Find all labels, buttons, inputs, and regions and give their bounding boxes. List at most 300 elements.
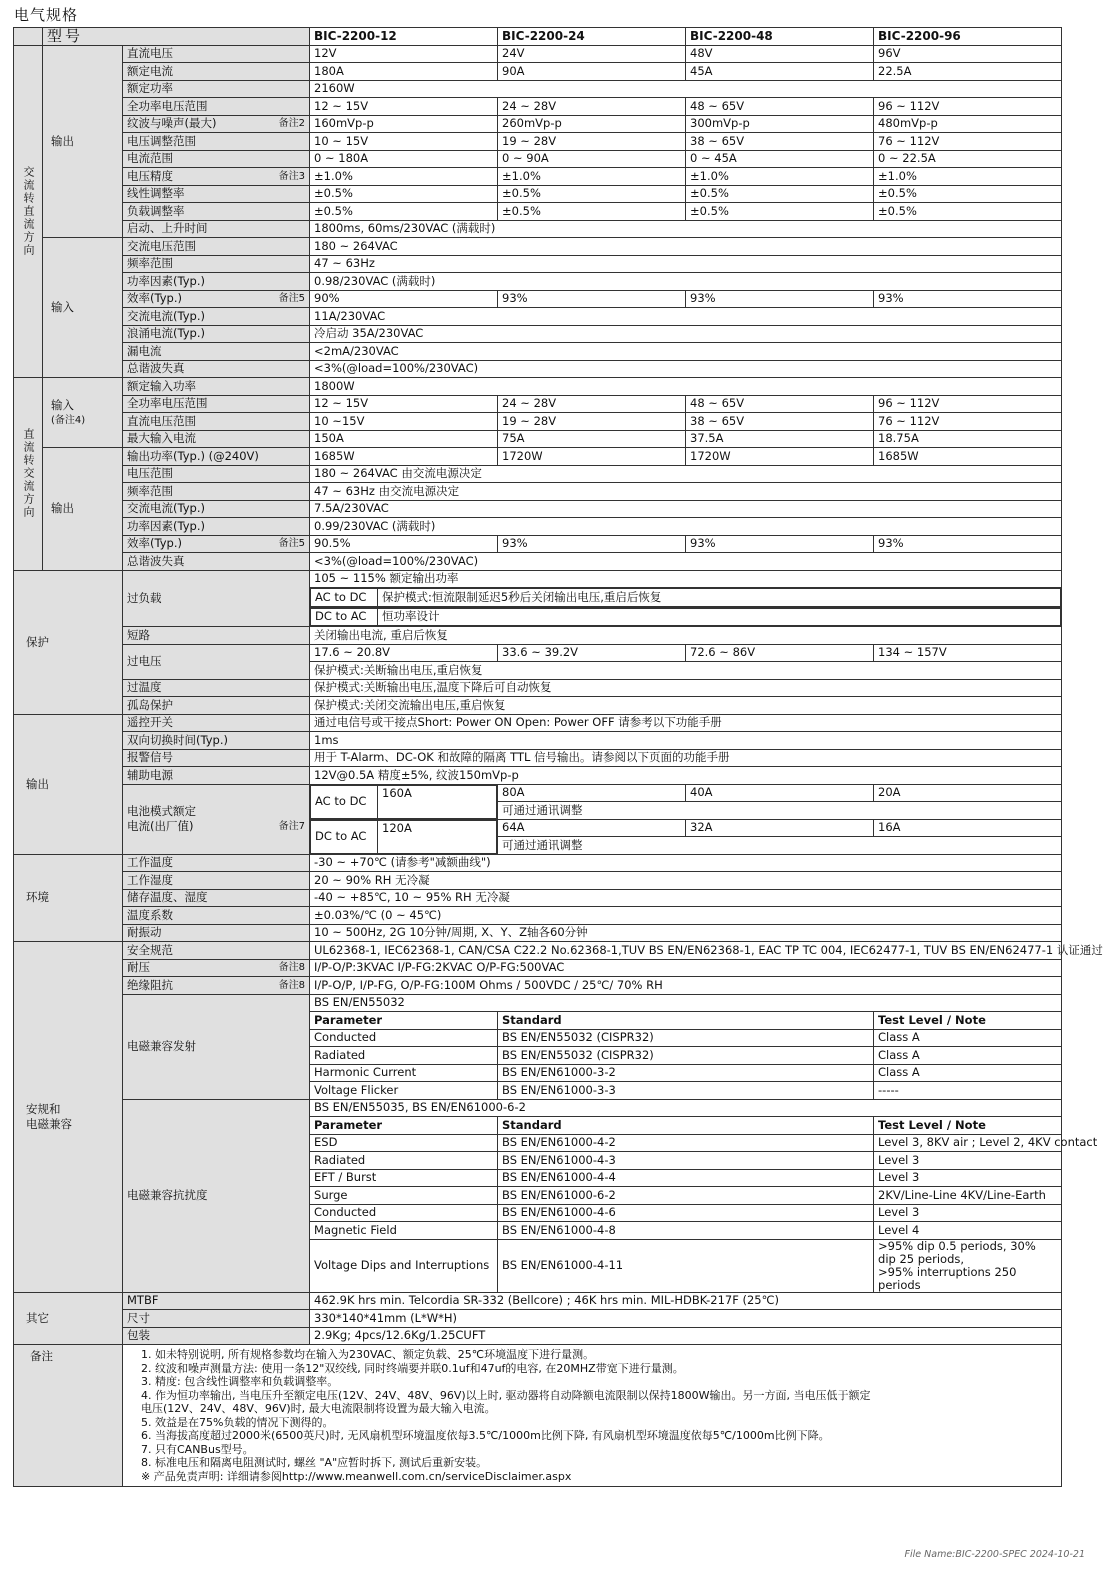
emc-level: Level 3: [874, 1204, 1062, 1222]
param-name: [123, 80, 310, 98]
note-item: 4. 作为恒功率输出, 当电压升至额定电压(12V、24V、48V、96V)以上时, 驱动器将自动降额电流限制以保持1800W输出。另一方面, 当电压低于额定: [141, 1388, 871, 1402]
spec-row: [14, 854, 1062, 872]
param-label: 绝缘阻抗: [127, 977, 173, 992]
emc-level: Level 4: [874, 1222, 1062, 1240]
param-name: [123, 360, 310, 378]
section-label: [14, 1292, 123, 1345]
param-value: 0.98/230VAC (满载时): [310, 273, 1062, 291]
spec-row: [14, 290, 1062, 308]
emc-standard-cell: BS EN/EN61000-4-2: [498, 1134, 874, 1152]
spec-row: [14, 535, 1062, 553]
emc-standard-cell: Standard: [498, 1117, 874, 1135]
group-text: 输入: [51, 397, 74, 412]
param-name: [123, 185, 310, 203]
notes-body: [123, 1345, 1062, 1487]
spec-row: [14, 767, 1062, 785]
spec-row: [14, 168, 1062, 186]
param-value: 1800ms, 60ms/230VAC (满载时): [310, 220, 1062, 238]
spec-row: [14, 1310, 1062, 1328]
emc-param: Radiated: [310, 1047, 498, 1065]
sub-table: [310, 820, 497, 854]
param-value: 1685W: [874, 448, 1062, 466]
param-value: 90.5%: [310, 535, 498, 553]
param-value: 38 ~ 65V: [686, 413, 874, 431]
emc-level: Level 3: [874, 1152, 1062, 1170]
param-value: 180 ~ 264VAC: [310, 238, 1062, 256]
mode-label: DC to AC: [311, 608, 378, 626]
emc-param: Conducted: [310, 1204, 498, 1222]
spec-row: [14, 924, 1062, 942]
param-value: ±1.0%: [686, 168, 874, 186]
section-text: 交流转直流方向: [22, 165, 35, 257]
emc-standard-cell: BS EN/EN61000-6-2: [498, 1187, 874, 1205]
spec-row: [14, 679, 1062, 697]
param-value: ±0.5%: [310, 203, 498, 221]
mode-text: 恒功率设计: [378, 608, 1061, 626]
sub-row: [311, 589, 1061, 607]
spec-row: [14, 45, 1062, 63]
note-ref: 备注5: [278, 538, 306, 550]
param-label: 功率因素(Typ.): [127, 518, 205, 533]
note-ref: 备注8: [278, 962, 306, 974]
section-text: 安规和: [26, 1101, 61, 1116]
param-value: 93%: [686, 535, 874, 553]
param-value: ±1.0%: [498, 168, 686, 186]
param-name: [123, 203, 310, 221]
param-label: 工作温度: [127, 855, 173, 870]
sub-table: [310, 608, 1061, 627]
note-item: 7. 只有CANBus型号。: [141, 1442, 254, 1456]
param-value: 33.6 ~ 39.2V: [498, 644, 686, 662]
param-value: 7.5A/230VAC: [310, 500, 1062, 518]
param-value: 48 ~ 65V: [686, 395, 874, 413]
note-item: 8. 标准电压和隔离电阻测试时, 螺丝 "A"应暂时拆下, 测试后重新安装。: [141, 1456, 488, 1469]
param-value: ±0.5%: [498, 203, 686, 221]
param-value: -30 ~ +70℃ (请参考"减额曲线"): [310, 854, 1062, 872]
emc-standard-cell: Standard: [498, 1012, 874, 1030]
emc-param: Magnetic Field: [310, 1222, 498, 1240]
param-label: 过电压: [127, 654, 162, 668]
param-value: 180 ~ 264VAC 由交流电源决定: [310, 465, 1062, 483]
param-value: UL62368-1, IEC62368-1, CAN/CSA C22.2 No.62368-1,TUV BS EN/EN62368-1, EAC TP TC 004, IEC62477-1, TUV BS EN/EN62477-1 认证通过: [310, 942, 1062, 960]
param-value: 20 ~ 90% RH 无冷凝: [310, 872, 1062, 890]
note-item: 电压(12V、24V、48V、96V)时, 最大电流限制将设置为最大输入电流。: [141, 1402, 496, 1415]
spec-row: [14, 553, 1062, 571]
spec-row: [14, 150, 1062, 168]
param-label: 功率因素(Typ.): [127, 273, 205, 288]
section-label: [14, 854, 123, 942]
param-name: [123, 325, 310, 343]
param-value: 12V@0.5A 精度±5%, 纹波150mVp-p: [310, 767, 1062, 785]
param-label: 最大输入电流: [127, 431, 196, 446]
param-value: 47 ~ 63Hz 由交流电源决定: [310, 483, 1062, 501]
spec-row: [14, 203, 1062, 221]
spec-row: [14, 360, 1062, 378]
emc-standard-cell: BS EN/EN55032 (CISPR32): [498, 1029, 874, 1047]
param-name: [123, 553, 310, 571]
param-value: 2160W: [310, 80, 1062, 98]
param-label: 短路: [127, 627, 150, 642]
spec-row: [14, 994, 1062, 1012]
spec-row: [14, 483, 1062, 501]
param-name: [123, 1292, 310, 1310]
param-value: 96V: [874, 45, 1062, 63]
param-label: 电压调整范围: [127, 133, 196, 148]
param-label: 包装: [127, 1328, 150, 1343]
spec-row: [14, 784, 1062, 802]
page-title: 电气规格: [14, 6, 79, 24]
param-label: 全功率电压范围: [127, 396, 208, 411]
section-label: [14, 45, 43, 378]
spec-row: [14, 627, 1062, 645]
spec-row: [14, 1099, 1062, 1117]
param-label: 交流电流(Typ.): [127, 501, 205, 516]
param-label: 孤岛保护: [127, 697, 173, 712]
param-name: [123, 413, 310, 431]
param-value: 可通过通讯调整: [498, 802, 1062, 820]
param-label: 直流电压: [127, 46, 173, 61]
corner-cell: [14, 28, 43, 46]
sub-row: [311, 785, 497, 818]
param-value: 保护模式:关断输出电压,温度下降后可自动恢复: [310, 679, 1062, 697]
param-name: [123, 570, 310, 627]
param-value: 22.5A: [874, 63, 1062, 81]
emc-standard-cell: BS EN/EN61000-4-6: [498, 1204, 874, 1222]
param-value: 96 ~ 112V: [874, 98, 1062, 116]
group-note: (备注4): [51, 414, 86, 426]
param-name: [123, 63, 310, 81]
param-label: 尺寸: [127, 1310, 150, 1325]
group-label: [43, 238, 123, 378]
mode-text: 保护模式:恒流限制延迟5秒后关闭输出电压,重启后恢复: [378, 589, 1061, 607]
param-value: 96 ~ 112V: [874, 395, 1062, 413]
param-label: 负载调整率: [127, 203, 185, 218]
param-label: 交流电流(Typ.): [127, 308, 205, 323]
emc-standard-cell: BS EN/EN61000-3-3: [498, 1082, 874, 1100]
param-label: 额定电流: [127, 63, 173, 78]
emc-level: 2KV/Line-Line 4KV/Line-Earth: [874, 1187, 1062, 1205]
param-name: [123, 448, 310, 466]
sub-row: [311, 820, 497, 853]
spec-row: [14, 80, 1062, 98]
param-value: 93%: [686, 290, 874, 308]
param-name: [123, 255, 310, 273]
emc-param: ESD: [310, 1134, 498, 1152]
emc-param: EFT / Burst: [310, 1169, 498, 1187]
param-label: 输出功率(Typ.) (@240V): [127, 448, 259, 463]
param-value: 330*140*41mm (L*W*H): [310, 1310, 1062, 1328]
emc-param: Harmonic Current: [310, 1064, 498, 1082]
param-value: 12 ~ 15V: [310, 98, 498, 116]
param-name: [123, 395, 310, 413]
model-name: BIC-2200-12: [310, 28, 498, 46]
spec-row: [14, 273, 1062, 291]
param-label: 温度系数: [127, 907, 173, 922]
param-value: 75A: [498, 430, 686, 448]
param-value: 11A/230VAC: [310, 308, 1062, 326]
param-value: 38 ~ 65V: [686, 133, 874, 151]
section-text: 输出: [26, 776, 49, 791]
mode-label: AC to DC: [311, 589, 378, 607]
param-label: 辅助电源: [127, 767, 173, 782]
param-value: 19 ~ 28V: [498, 413, 686, 431]
param-value: 24V: [498, 45, 686, 63]
emc-param: Parameter: [310, 1117, 498, 1135]
section-label: [14, 570, 123, 714]
param-value: 160mVp-p: [310, 115, 498, 133]
param-label: 电磁兼容抗扰度: [127, 1188, 208, 1202]
emc-param: Voltage Dips and Interruptions: [310, 1239, 498, 1292]
param-name: [123, 732, 310, 750]
param-value: 462.9K hrs min. Telcordia SR-332 (Bellcore) ; 46K hrs min. MIL-HDBK-217F (25℃): [310, 1292, 1062, 1310]
param-value: 通过电信号或干接点Short: Power ON Open: Power OFF 请参考以下功能手册: [310, 714, 1062, 732]
group-label: [43, 45, 123, 238]
emc-standard-cell: BS EN/EN55032 (CISPR32): [498, 1047, 874, 1065]
section-text: 保护: [26, 634, 49, 649]
model-name: BIC-2200-48: [686, 28, 874, 46]
section-text: 电磁兼容: [26, 1116, 72, 1131]
model-name: BIC-2200-96: [874, 28, 1062, 46]
sub-row: [311, 608, 1061, 626]
param-value: 12V: [310, 45, 498, 63]
param-name: [123, 872, 310, 890]
param-value: 90A: [498, 63, 686, 81]
param-value: 76 ~ 112V: [874, 413, 1062, 431]
spec-row: [14, 133, 1062, 151]
param-value: 1720W: [498, 448, 686, 466]
param-value: 10 ~ 15V: [310, 133, 498, 151]
mode-label: DC to AC: [311, 820, 378, 853]
param-value: 1ms: [310, 732, 1062, 750]
mode-cell: [310, 784, 498, 819]
param-value: <3%(@load=100%/230VAC): [310, 360, 1062, 378]
group-label: [43, 378, 123, 448]
param-name: [123, 697, 310, 715]
param-value: 冷启动 35A/230VAC: [310, 325, 1062, 343]
param-value: 24 ~ 28V: [498, 98, 686, 116]
param-value: 93%: [498, 290, 686, 308]
param-value: 24 ~ 28V: [498, 395, 686, 413]
spec-row: [14, 749, 1062, 767]
param-value: 保护模式:关断输出电压,重启恢复: [310, 662, 1062, 680]
param-name: [123, 500, 310, 518]
param-value: 关闭输出电流, 重启后恢复: [310, 627, 1062, 645]
param-label: 线性调整率: [127, 186, 185, 201]
param-name: [123, 308, 310, 326]
param-value: 48 ~ 65V: [686, 98, 874, 116]
param-label: 电流范围: [127, 151, 173, 166]
spec-row: [14, 942, 1062, 960]
emc-param: Surge: [310, 1187, 498, 1205]
param-name: [123, 45, 310, 63]
param-name: [123, 784, 310, 854]
spec-row: [14, 889, 1062, 907]
emc-level: Level 3, 8KV air ; Level 2, 4KV contact: [874, 1134, 1062, 1152]
emc-level: Class A: [874, 1047, 1062, 1065]
param-label: 电压范围: [127, 466, 173, 481]
file-footer: File Name:BIC-2200-SPEC 2024-10-21: [904, 1549, 1085, 1560]
spec-row: [14, 1292, 1062, 1310]
mode-label: AC to DC: [311, 785, 378, 818]
section-label: [14, 1345, 123, 1487]
spec-row: [14, 115, 1062, 133]
param-name: [123, 518, 310, 536]
param-name: [123, 220, 310, 238]
sub-table: [310, 588, 1061, 607]
spec-row: [14, 732, 1062, 750]
param-label: 报警信号: [127, 750, 173, 765]
param-name: [123, 115, 310, 133]
note-item: ※ 产品免责声明: 详细请参阅http://www.meanwell.com.cn/serviceDisclaimer.aspx: [141, 1469, 572, 1483]
emc-standard: BS EN/EN55032: [310, 994, 1062, 1012]
model-name: BIC-2200-24: [498, 28, 686, 46]
param-value: 45A: [686, 63, 874, 81]
spec-row: [14, 343, 1062, 361]
param-value: 48V: [686, 45, 874, 63]
param-value: 32A: [686, 819, 874, 837]
emc-param: Radiated: [310, 1152, 498, 1170]
param-label: 交流电压范围: [127, 238, 196, 253]
param-name: [123, 150, 310, 168]
param-name: [123, 714, 310, 732]
param-name: [123, 924, 310, 942]
spec-row: [14, 255, 1062, 273]
param-name: [123, 749, 310, 767]
param-value: 93%: [874, 290, 1062, 308]
param-name: [123, 644, 310, 679]
param-value: ±0.5%: [874, 185, 1062, 203]
param-value: 300mVp-p: [686, 115, 874, 133]
param-name: [123, 343, 310, 361]
model-label: 型号: [43, 28, 310, 46]
note-ref: 备注8: [278, 979, 306, 991]
param-name: [123, 1327, 310, 1345]
spec-row: [14, 570, 1062, 588]
param-label: 耐振动: [127, 925, 162, 940]
param-value: I/P-O/P:3KVAC I/P-FG:2KVAC O/P-FG:500VAC: [310, 959, 1062, 977]
param-label: 电磁兼容发射: [127, 1039, 196, 1053]
param-name: [123, 378, 310, 396]
param-value: 76 ~ 112V: [874, 133, 1062, 151]
param-value: -40 ~ +85℃, 10 ~ 95% RH 无冷凝: [310, 889, 1062, 907]
spec-row: [14, 308, 1062, 326]
section-label: [14, 378, 43, 571]
spec-row: [14, 465, 1062, 483]
spec-row: [14, 644, 1062, 662]
spec-row: [14, 518, 1062, 536]
group-text: 输出: [51, 133, 74, 148]
param-name: [123, 627, 310, 645]
param-name: [123, 907, 310, 925]
mode-cell: [310, 819, 498, 854]
param-label: 效率(Typ.): [127, 536, 182, 551]
spec-row: [14, 977, 1062, 995]
param-value: 134 ~ 157V: [874, 644, 1062, 662]
param-label: 额定输入功率: [127, 378, 196, 393]
emc-level: Class A: [874, 1064, 1062, 1082]
param-value: 72.6 ~ 86V: [686, 644, 874, 662]
param-value: <2mA/230VAC: [310, 343, 1062, 361]
sub-table: [310, 785, 497, 819]
param-name: [123, 854, 310, 872]
param-value: 用于 T-Alarm、DC-OK 和故障的隔离 TTL 信号输出。请参阅以下页面的功能手册: [310, 749, 1062, 767]
param-value: 47 ~ 63Hz: [310, 255, 1062, 273]
param-value: 93%: [498, 535, 686, 553]
emc-standard-cell: BS EN/EN61000-4-11: [498, 1239, 874, 1292]
param-value: 1800W: [310, 378, 1062, 396]
param-value: 保护模式:关闭交流输出电压,重启恢复: [310, 697, 1062, 715]
param-value: 260mVp-p: [498, 115, 686, 133]
param-value: 80A: [498, 784, 686, 802]
param-value: 10 ~15V: [310, 413, 498, 431]
param-value: 0 ~ 45A: [686, 150, 874, 168]
param-label: 效率(Typ.): [127, 291, 182, 306]
param-value: ±0.5%: [686, 203, 874, 221]
param-name: [123, 168, 310, 186]
section-text: 备注: [30, 1349, 53, 1363]
param-name: [123, 483, 310, 501]
param-value: 17.6 ~ 20.8V: [310, 644, 498, 662]
section-text: 其它: [26, 1310, 49, 1325]
note-ref: 备注5: [278, 293, 306, 305]
param-value: ±0.03%/℃ (0 ~ 45℃): [310, 907, 1062, 925]
param-name: [123, 977, 310, 995]
note-item: 1. 如未特别说明, 所有规格参数均在输入为230VAC、额定负载、25℃环境温度下进行量测。: [141, 1348, 595, 1361]
header-row: [14, 28, 1062, 46]
spec-row: [14, 714, 1062, 732]
emc-level: -----: [874, 1082, 1062, 1100]
spec-row: [14, 413, 1062, 431]
spec-row: [14, 325, 1062, 343]
param-value: 0 ~ 180A: [310, 150, 498, 168]
note-item: 5. 效益是在75%负载的情况下测得的。: [141, 1415, 334, 1429]
param-value: 0 ~ 22.5A: [874, 150, 1062, 168]
param-value: 16A: [874, 819, 1062, 837]
param-name: [123, 889, 310, 907]
emc-level-line: >95% dip 0.5 periods, 30% dip 25 periods,: [878, 1238, 1036, 1266]
spec-row: [14, 220, 1062, 238]
emc-param: Parameter: [310, 1012, 498, 1030]
spec-row: [14, 959, 1062, 977]
spec-row: [14, 63, 1062, 81]
param-name: [123, 238, 310, 256]
param-value: ±1.0%: [310, 168, 498, 186]
note-ref: 备注7: [278, 821, 306, 832]
param-value: 可通过通讯调整: [498, 837, 1062, 855]
param-name: [123, 430, 310, 448]
param-value: 64A: [498, 819, 686, 837]
param-value: 120A: [378, 820, 497, 853]
param-name: [123, 1310, 310, 1328]
param-label: 工作湿度: [127, 872, 173, 887]
param-value: 160A: [378, 785, 497, 818]
emc-level: Level 3: [874, 1169, 1062, 1187]
emc-standard: BS EN/EN55035, BS EN/EN61000-6-2: [310, 1099, 1062, 1117]
spec-row: [14, 697, 1062, 715]
param-name: [123, 767, 310, 785]
spec-row: [14, 238, 1062, 256]
notes-row: [14, 1345, 1062, 1487]
param-name: [123, 465, 310, 483]
group-text: 输出: [51, 501, 74, 516]
param-label: 电压精度: [127, 168, 173, 183]
param-label: 电流(出厂值): [127, 819, 194, 833]
note-item: 3. 精度: 包含线性调整率和负载调整率。: [141, 1375, 339, 1388]
emc-level: [874, 1239, 1062, 1292]
param-label: 频率范围: [127, 256, 173, 271]
emc-standard-cell: BS EN/EN61000-4-8: [498, 1222, 874, 1240]
param-label: 遥控开关: [127, 715, 173, 730]
